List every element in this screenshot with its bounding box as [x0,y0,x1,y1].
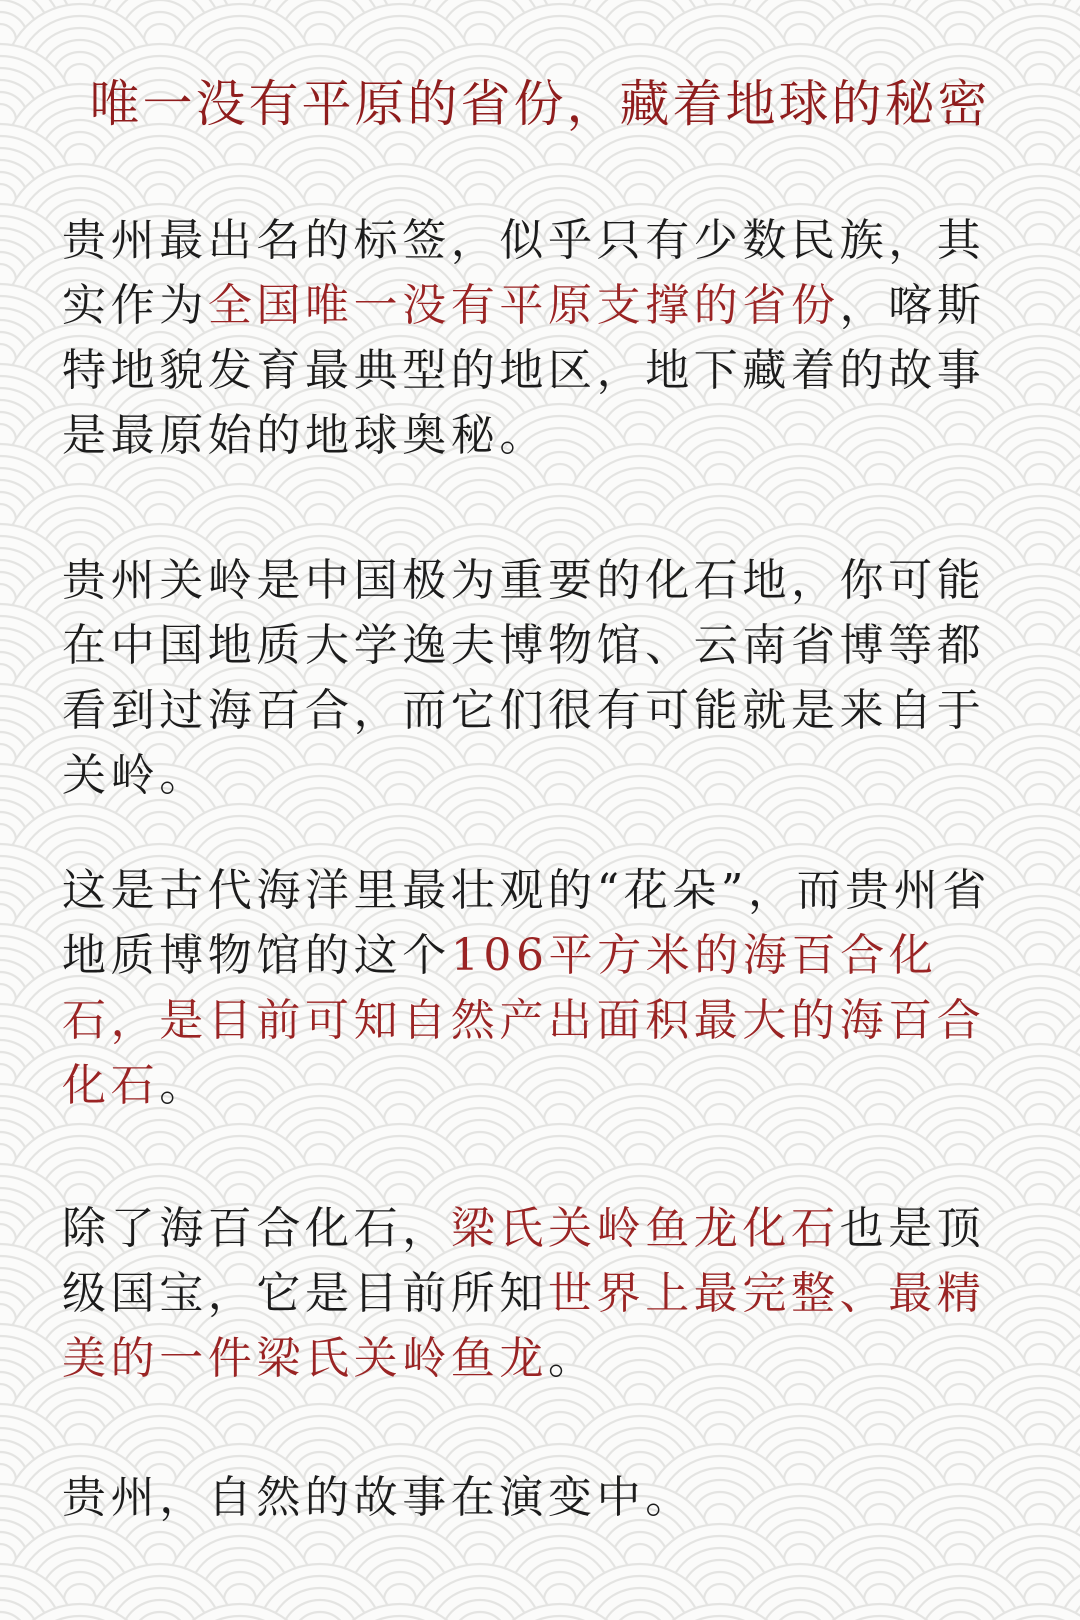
highlight-text: 梁氏关岭鱼龙化石 [450,1203,840,1254]
highlight-text: 106平方米的海百合化石，是目前可知自然产出面积最大的海百合化石 [62,930,986,1111]
paragraph-karst-intro [62,208,1022,468]
paragraph-closing [62,1465,1022,1530]
paragraph-text: 贵州，自然的故事在演变中。 [62,1472,694,1523]
paragraph-text: 。 [159,1060,208,1111]
paragraph-text: ，喀斯特地貌发育最典型的地区，地下藏着的故事是最原始的地球奥秘。 [62,280,986,461]
paragraph-text: 也是顶级国宝，它是目前所知 [62,1203,986,1319]
paragraph-text: 除了海百合化石， [62,1203,451,1254]
paragraph-text: 这是古代海洋里最壮观的“花朵”，而贵州省地质博物馆的这个 [62,865,991,981]
highlight-text: 全国唯一没有平原支撑的省份 [207,280,840,331]
paragraph-text: 。 [548,1333,597,1384]
paragraph-text: 贵州最出名的标签，似乎只有少数民族，其实作为 [62,215,986,331]
paragraph-guanling-fossils [62,548,1022,808]
paragraph-text: 贵州关岭是中国极为重要的化石地，你可能在中国地质大学逸夫博物馆、云南省博等都看到过海百合，而它们很有可能就是来自于关岭。 [62,555,986,801]
paragraph-sea-lily-fossil [62,858,1022,1118]
paragraph-ichthyosaur-fossil [62,1196,1022,1391]
article-title: 唯一没有平原的省份，藏着地球的秘密 [89,75,991,133]
highlight-text: 世界上最完整、最精美的一件梁氏关岭鱼龙 [62,1268,986,1384]
